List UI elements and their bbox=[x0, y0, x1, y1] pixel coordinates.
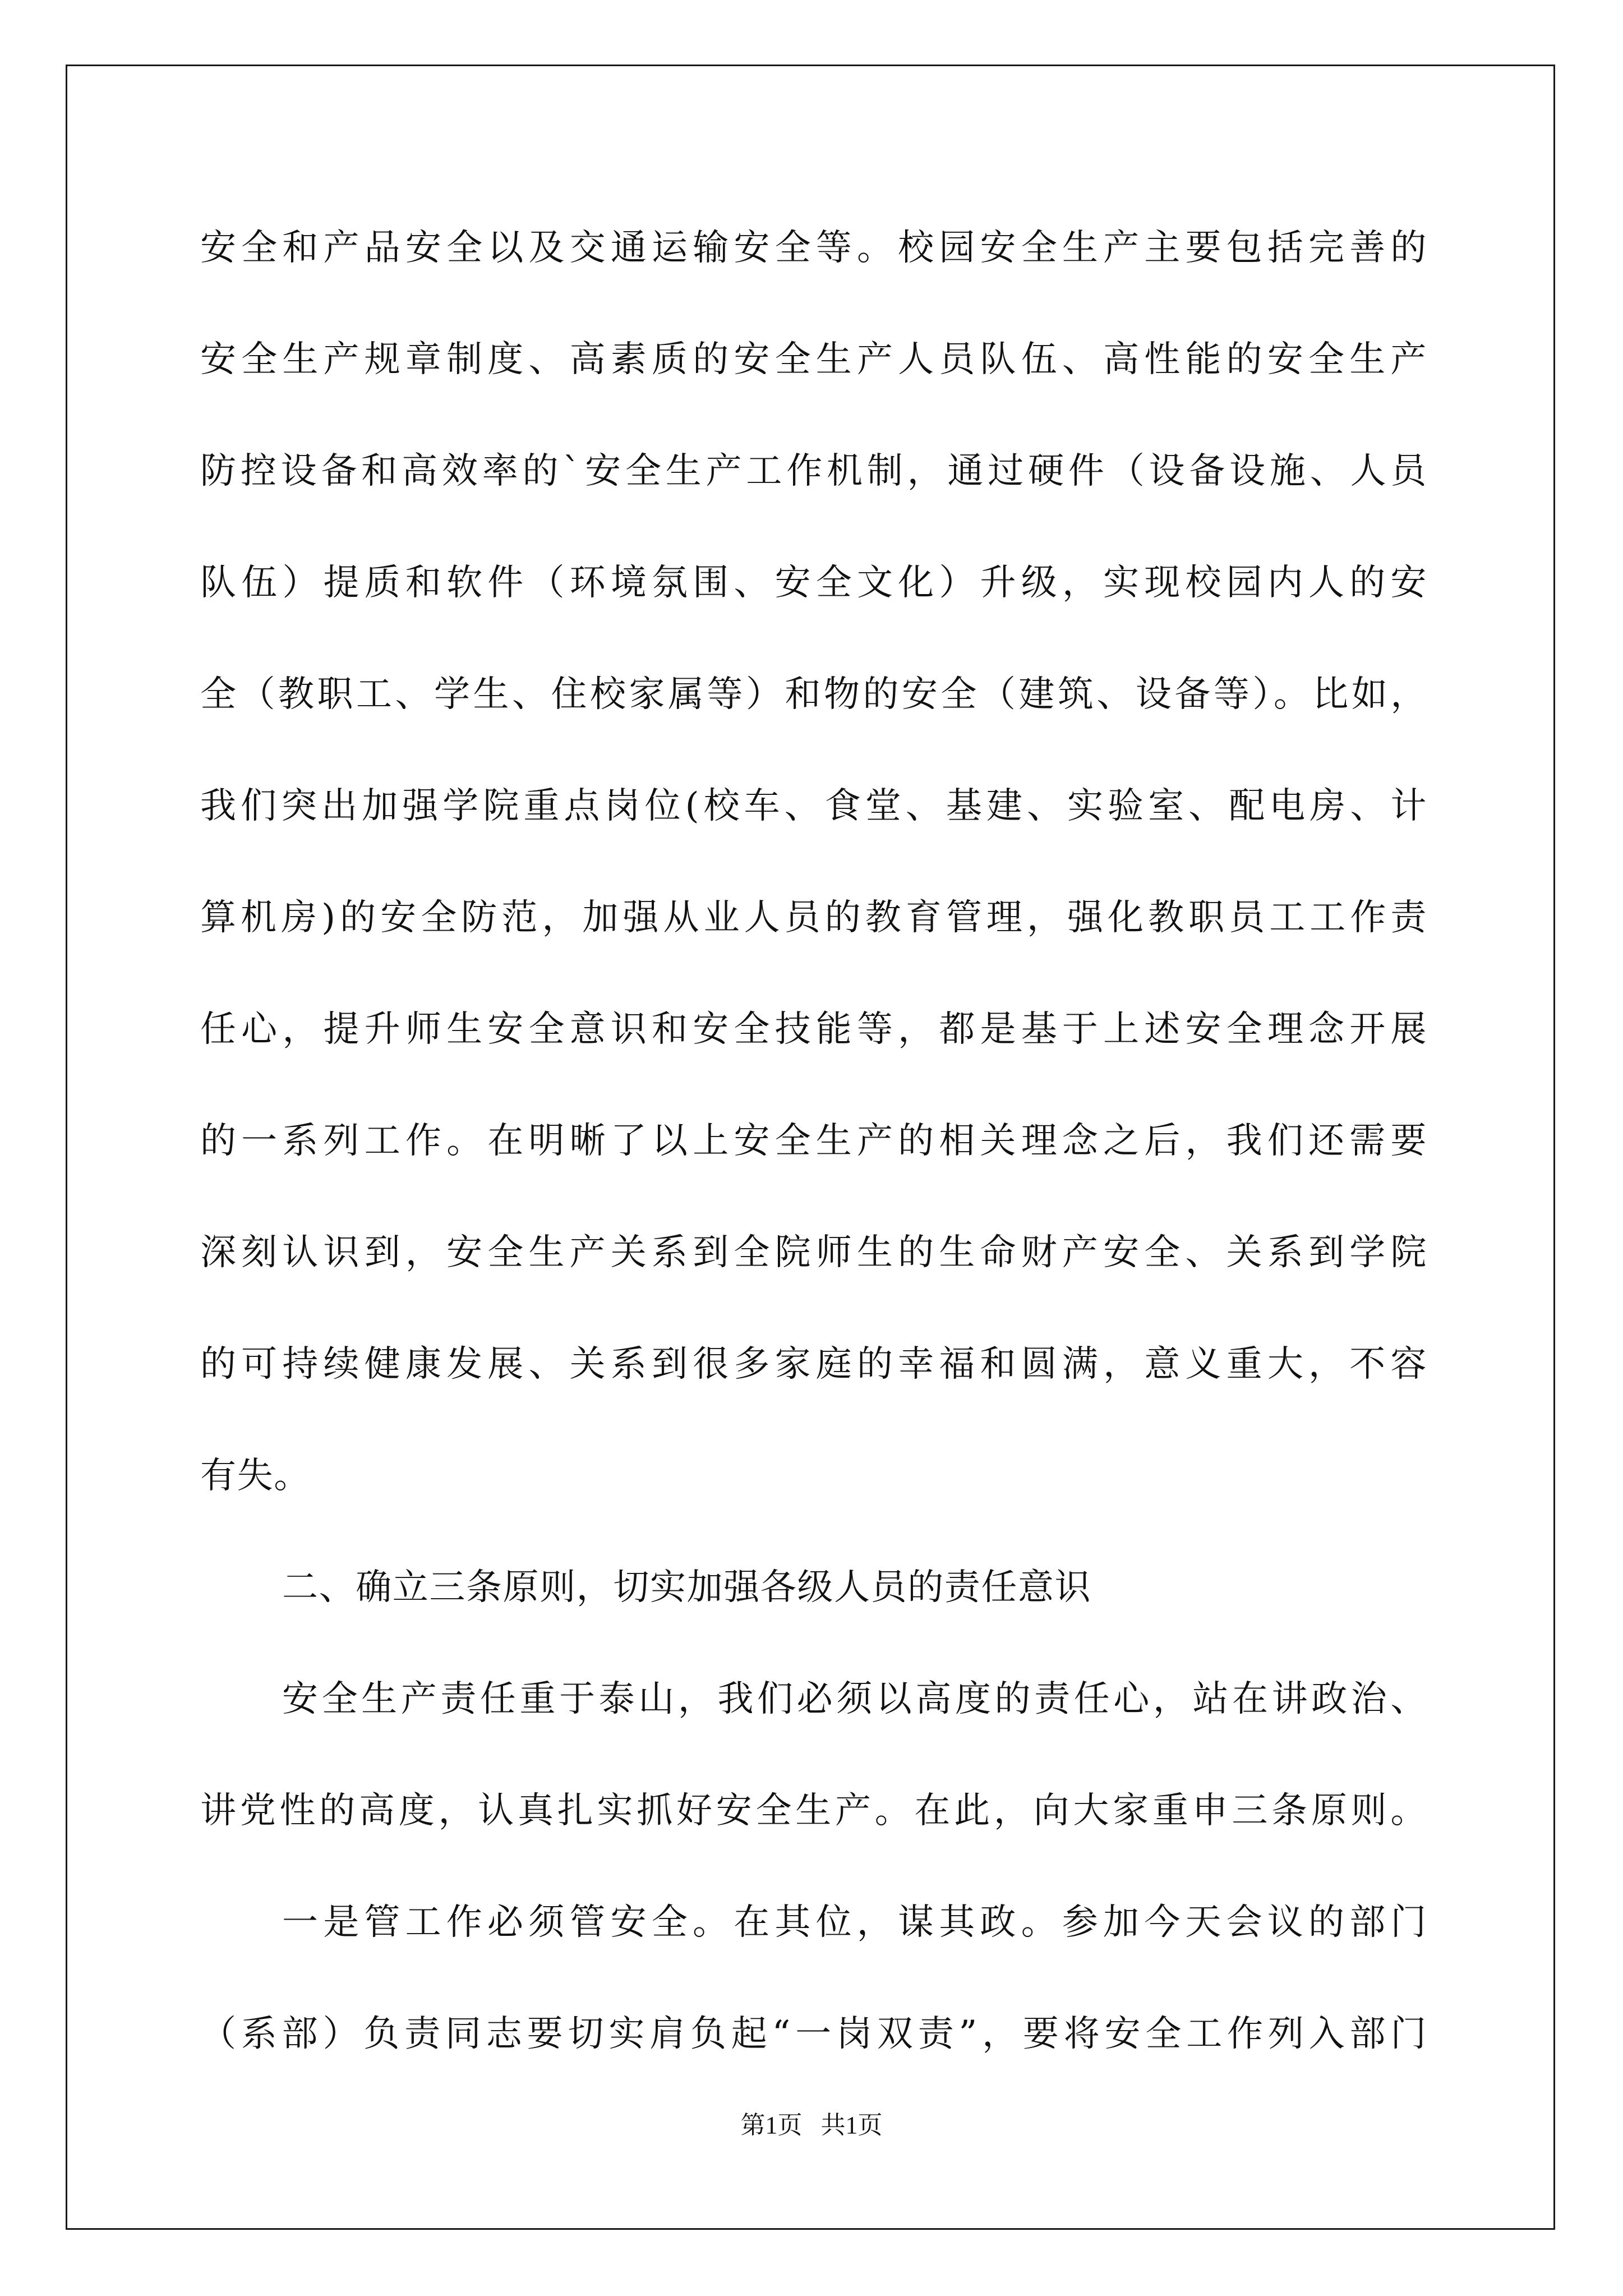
paragraph-line: 我们突出加强学院重点岗位(校车、食堂、基建、实验室、配电房、计 bbox=[200, 785, 1427, 827]
paragraph-line: 的一系列工作。在明晰了以上安全生产的相关理念之后，我们还需要 bbox=[200, 1120, 1427, 1162]
paragraph-line: 防控设备和高效率的`安全生产工作机制，通过硬件（设备设施、人员 bbox=[200, 450, 1427, 492]
paragraph-line: （系部）负责同志要切实肩负起“一岗双责”，要将安全工作列入部门 bbox=[200, 2013, 1427, 2055]
paragraph-line: 队伍）提质和软件（环境氛围、安全文化）升级，实现校园内人的安 bbox=[200, 562, 1427, 604]
page-footer: 第1页 共1页 bbox=[740, 2111, 883, 2139]
paragraph-line: 一是管工作必须管安全。在其位，谋其政。参加今天会议的部门 bbox=[282, 1902, 1427, 1943]
paragraph-line: 有失。 bbox=[200, 1455, 311, 1497]
paragraph-line: 算机房)的安全防范，加强从业人员的教育管理，强化教职员工工作责 bbox=[200, 897, 1427, 938]
section-heading: 二、确立三条原则，切实加强各级人员的责任意识 bbox=[282, 1567, 1092, 1608]
paragraph-line: 深刻认识到，安全生产关系到全院师生的生命财产安全、关系到学院 bbox=[200, 1232, 1427, 1273]
paragraph-line: 的可持续健康发展、关系到很多家庭的幸福和圆满，意义重大，不容 bbox=[200, 1343, 1427, 1385]
paragraph-line: 安全和产品安全以及交通运输安全等。校园安全生产主要包括完善的 bbox=[200, 227, 1427, 269]
paragraph-line: 安全生产责任重于泰山，我们必须以高度的责任心，站在讲政治、 bbox=[282, 1678, 1427, 1720]
paragraph-line: 全（教职工、学生、住校家属等）和物的安全（建筑、设备等）。比如， bbox=[200, 674, 1427, 715]
paragraph-line: 讲党性的高度，认真扎实抓好安全生产。在此，向大家重申三条原则。 bbox=[200, 1790, 1427, 1832]
paragraph-line: 安全生产规章制度、高素质的安全生产人员队伍、高性能的安全生产 bbox=[200, 339, 1427, 380]
paragraph-line: 任心，提升师生安全意识和安全技能等，都是基于上述安全理念开展 bbox=[200, 1009, 1427, 1050]
